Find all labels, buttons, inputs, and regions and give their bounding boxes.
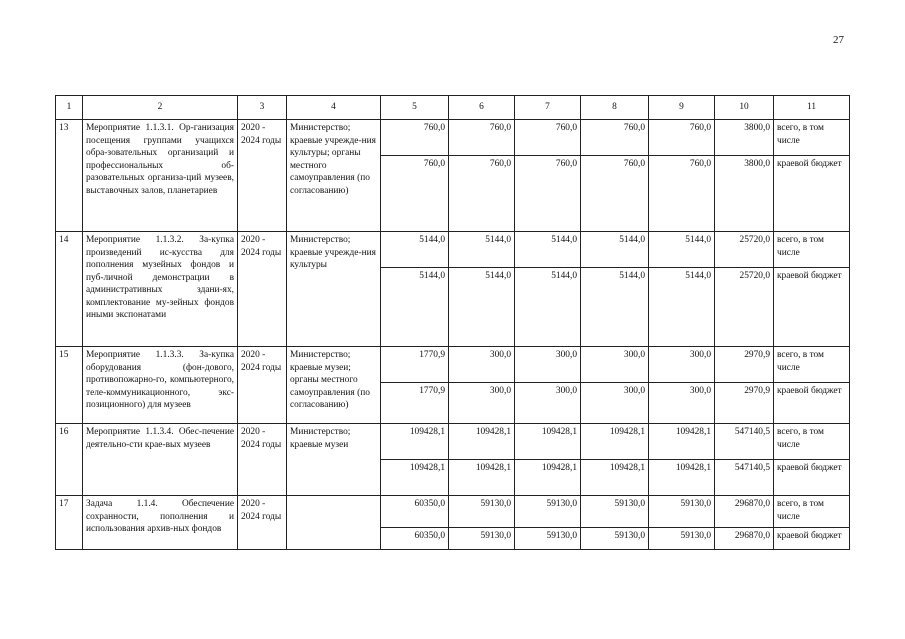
funding-source-cell: краевой бюджет <box>774 528 850 550</box>
column-header: 9 <box>649 96 715 120</box>
activity-description-cell: Мероприятие 1.1.3.1. Ор-ганизация посещения группами учащихся обра-зовательных организаций и профессиональных об-разовательных организа-ций музеев, выставочных залов, планетариев <box>83 120 238 232</box>
period-cell: 2020 - 2024 годы <box>238 232 287 347</box>
row-number-cell: 13 <box>56 120 83 232</box>
amount-cell: 760,0 <box>649 156 715 232</box>
amount-cell: 109428,1 <box>581 424 649 460</box>
column-header: 4 <box>287 96 381 120</box>
amount-cell: 300,0 <box>581 383 649 424</box>
amount-cell: 5144,0 <box>449 232 515 268</box>
amount-cell: 109428,1 <box>381 460 449 496</box>
amount-cell: 109428,1 <box>649 460 715 496</box>
amount-cell: 5144,0 <box>649 232 715 268</box>
amount-cell: 25720,0 <box>715 232 774 268</box>
period-cell: 2020 - 2024 годы <box>238 424 287 496</box>
amount-cell: 300,0 <box>649 383 715 424</box>
amount-cell: 109428,1 <box>515 424 581 460</box>
activity-description-cell: Задача 1.1.4. Обеспечение сохранности, пополнения и использования архив-ных фондов <box>83 496 238 550</box>
funding-source-cell: всего, в том числе <box>774 496 850 528</box>
row-number-cell: 15 <box>56 347 83 424</box>
amount-cell: 59130,0 <box>515 528 581 550</box>
column-header: 3 <box>238 96 287 120</box>
executor-cell: Министерство; краевые музеи <box>287 424 381 496</box>
table-row <box>56 424 850 460</box>
amount-cell: 59130,0 <box>581 496 649 528</box>
table-body <box>56 120 850 550</box>
amount-cell: 760,0 <box>515 120 581 156</box>
amount-cell: 547140,5 <box>715 460 774 496</box>
amount-cell: 109428,1 <box>581 460 649 496</box>
table-row <box>56 232 850 268</box>
column-header: 1 <box>56 96 83 120</box>
column-header: 8 <box>581 96 649 120</box>
funding-source-cell: краевой бюджет <box>774 268 850 347</box>
period-cell: 2020 - 2024 годы <box>238 347 287 424</box>
amount-cell: 5144,0 <box>515 268 581 347</box>
row-number-cell: 17 <box>56 496 83 550</box>
amount-cell: 300,0 <box>649 347 715 383</box>
row-number-cell: 16 <box>56 424 83 496</box>
period-cell: 2020 - 2024 годы <box>238 120 287 232</box>
executor-cell: Министерство; краевые музеи; органы местного самоуправления (по согласованию) <box>287 347 381 424</box>
amount-cell: 59130,0 <box>581 528 649 550</box>
amount-cell: 760,0 <box>449 156 515 232</box>
table-row <box>56 347 850 383</box>
header-row <box>56 96 850 120</box>
amount-cell: 5144,0 <box>649 268 715 347</box>
amount-cell: 760,0 <box>581 120 649 156</box>
amount-cell: 60350,0 <box>381 528 449 550</box>
period-cell: 2020 - 2024 годы <box>238 496 287 550</box>
amount-cell: 760,0 <box>381 120 449 156</box>
amount-cell: 60350,0 <box>381 496 449 528</box>
column-header: 2 <box>83 96 238 120</box>
amount-cell: 109428,1 <box>381 424 449 460</box>
funding-source-cell: всего, в том числе <box>774 424 850 460</box>
amount-cell: 5144,0 <box>449 268 515 347</box>
amount-cell: 300,0 <box>515 347 581 383</box>
column-header: 6 <box>449 96 515 120</box>
amount-cell: 3800,0 <box>715 120 774 156</box>
amount-cell: 760,0 <box>381 156 449 232</box>
amount-cell: 59130,0 <box>515 496 581 528</box>
executor-cell: Министерство; краевые учрежде-ния культуры; органы местного самоуправления (по согласованию) <box>287 120 381 232</box>
funding-source-cell: всего, в том числе <box>774 120 850 156</box>
column-header: 7 <box>515 96 581 120</box>
program-activities-table <box>55 95 850 550</box>
row-number-cell: 14 <box>56 232 83 347</box>
amount-cell: 5144,0 <box>515 232 581 268</box>
funding-source-cell: всего, в том числе <box>774 347 850 383</box>
executor-cell: Министерство; краевые учрежде-ния культуры <box>287 232 381 347</box>
amount-cell: 5144,0 <box>581 232 649 268</box>
amount-cell: 59130,0 <box>649 496 715 528</box>
amount-cell: 300,0 <box>515 383 581 424</box>
activity-description-cell: Мероприятие 1.1.3.2. За-купка произведений ис-кусства для пополнения музейных фондов и пуб-личной демонстрации в административных здани-ях, комплектование му-зейных фондов иными экспонатами <box>83 232 238 347</box>
amount-cell: 760,0 <box>515 156 581 232</box>
page-number: 27 <box>833 34 844 46</box>
amount-cell: 760,0 <box>649 120 715 156</box>
amount-cell: 109428,1 <box>449 460 515 496</box>
amount-cell: 547140,5 <box>715 424 774 460</box>
amount-cell: 300,0 <box>581 347 649 383</box>
amount-cell: 3800,0 <box>715 156 774 232</box>
amount-cell: 296870,0 <box>715 528 774 550</box>
activity-description-cell: Мероприятие 1.1.3.4. Обес-печение деятельно-сти крае-вых музеев <box>83 424 238 496</box>
amount-cell: 2970,9 <box>715 347 774 383</box>
amount-cell: 296870,0 <box>715 496 774 528</box>
amount-cell: 300,0 <box>449 383 515 424</box>
amount-cell: 59130,0 <box>449 528 515 550</box>
table-row <box>56 120 850 156</box>
funding-source-cell: краевой бюджет <box>774 156 850 232</box>
amount-cell: 5144,0 <box>381 268 449 347</box>
amount-cell: 1770,9 <box>381 383 449 424</box>
column-header: 5 <box>381 96 449 120</box>
table-row <box>56 496 850 528</box>
amount-cell: 760,0 <box>581 156 649 232</box>
amount-cell: 300,0 <box>449 347 515 383</box>
amount-cell: 5144,0 <box>381 232 449 268</box>
column-header: 11 <box>774 96 850 120</box>
funding-source-cell: краевой бюджет <box>774 383 850 424</box>
amount-cell: 5144,0 <box>581 268 649 347</box>
amount-cell: 109428,1 <box>515 460 581 496</box>
funding-source-cell: всего, в том числе <box>774 232 850 268</box>
amount-cell: 59130,0 <box>649 528 715 550</box>
amount-cell: 59130,0 <box>449 496 515 528</box>
amount-cell: 109428,1 <box>449 424 515 460</box>
amount-cell: 25720,0 <box>715 268 774 347</box>
column-header: 10 <box>715 96 774 120</box>
amount-cell: 1770,9 <box>381 347 449 383</box>
amount-cell: 760,0 <box>449 120 515 156</box>
activity-description-cell: Мероприятие 1.1.3.3. За-купка оборудования (фон-дового, противопожарно-го, компьютерного, теле-коммуникационного, экс-позиционного) для музеев <box>83 347 238 424</box>
funding-source-cell: краевой бюджет <box>774 460 850 496</box>
executor-cell <box>287 496 381 550</box>
amount-cell: 109428,1 <box>649 424 715 460</box>
amount-cell: 2970,9 <box>715 383 774 424</box>
